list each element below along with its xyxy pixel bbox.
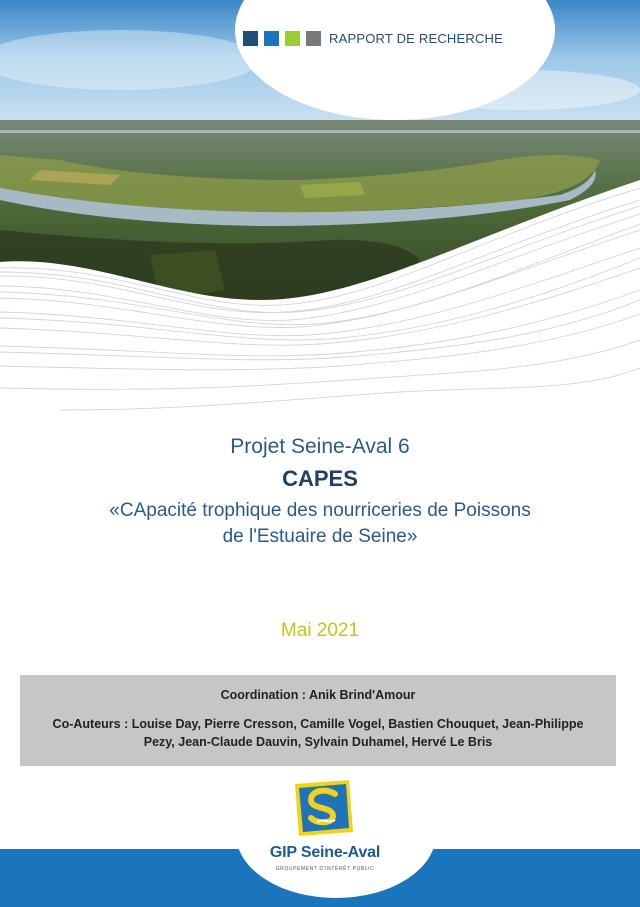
- project-acronym: CAPES: [282, 466, 358, 491]
- gip-seine-aval-logo: [250, 778, 420, 888]
- full-title-line-2: de l'Estuaire de Seine»: [222, 526, 418, 547]
- project-name: Projet Seine-Aval 6: [230, 435, 410, 458]
- aerial-photo: [0, 0, 640, 420]
- coauthors-line-2: Pezy, Jean-Claude Dauvin, Sylvain Duhamel, Hervé Le Bris: [143, 735, 493, 749]
- coauthors-line-1: Co-Auteurs : Louise Day, Pierre Cresson, Camille Vogel, Bastien Chouquet, Jean-Philippe: [52, 717, 584, 731]
- report-type-label: RAPPORT DE RECHERCHE: [329, 31, 503, 46]
- title-block: [0, 432, 640, 550]
- badge-square-1: [243, 31, 258, 46]
- aerial-photo-illustration: [0, 0, 640, 420]
- logo-wordmark: GIP Seine-Aval: [269, 844, 381, 861]
- badge-square-3: [285, 31, 300, 46]
- publication-date: Mai 2021: [280, 620, 360, 641]
- logo-tagline: GROUPEMENT D'INTÉRÊT PUBLIC: [275, 866, 375, 872]
- report-type-badge: [243, 31, 503, 46]
- seine-aval-s-icon: [289, 778, 359, 840]
- authors-box: [20, 675, 616, 766]
- coordination-line: Coordination : Anik Brind'Amour: [220, 688, 416, 702]
- badge-square-2: [264, 31, 279, 46]
- full-title-line-1: «CApacité trophique des nourriceries de Poissons: [109, 500, 531, 521]
- badge-square-4: [306, 31, 321, 46]
